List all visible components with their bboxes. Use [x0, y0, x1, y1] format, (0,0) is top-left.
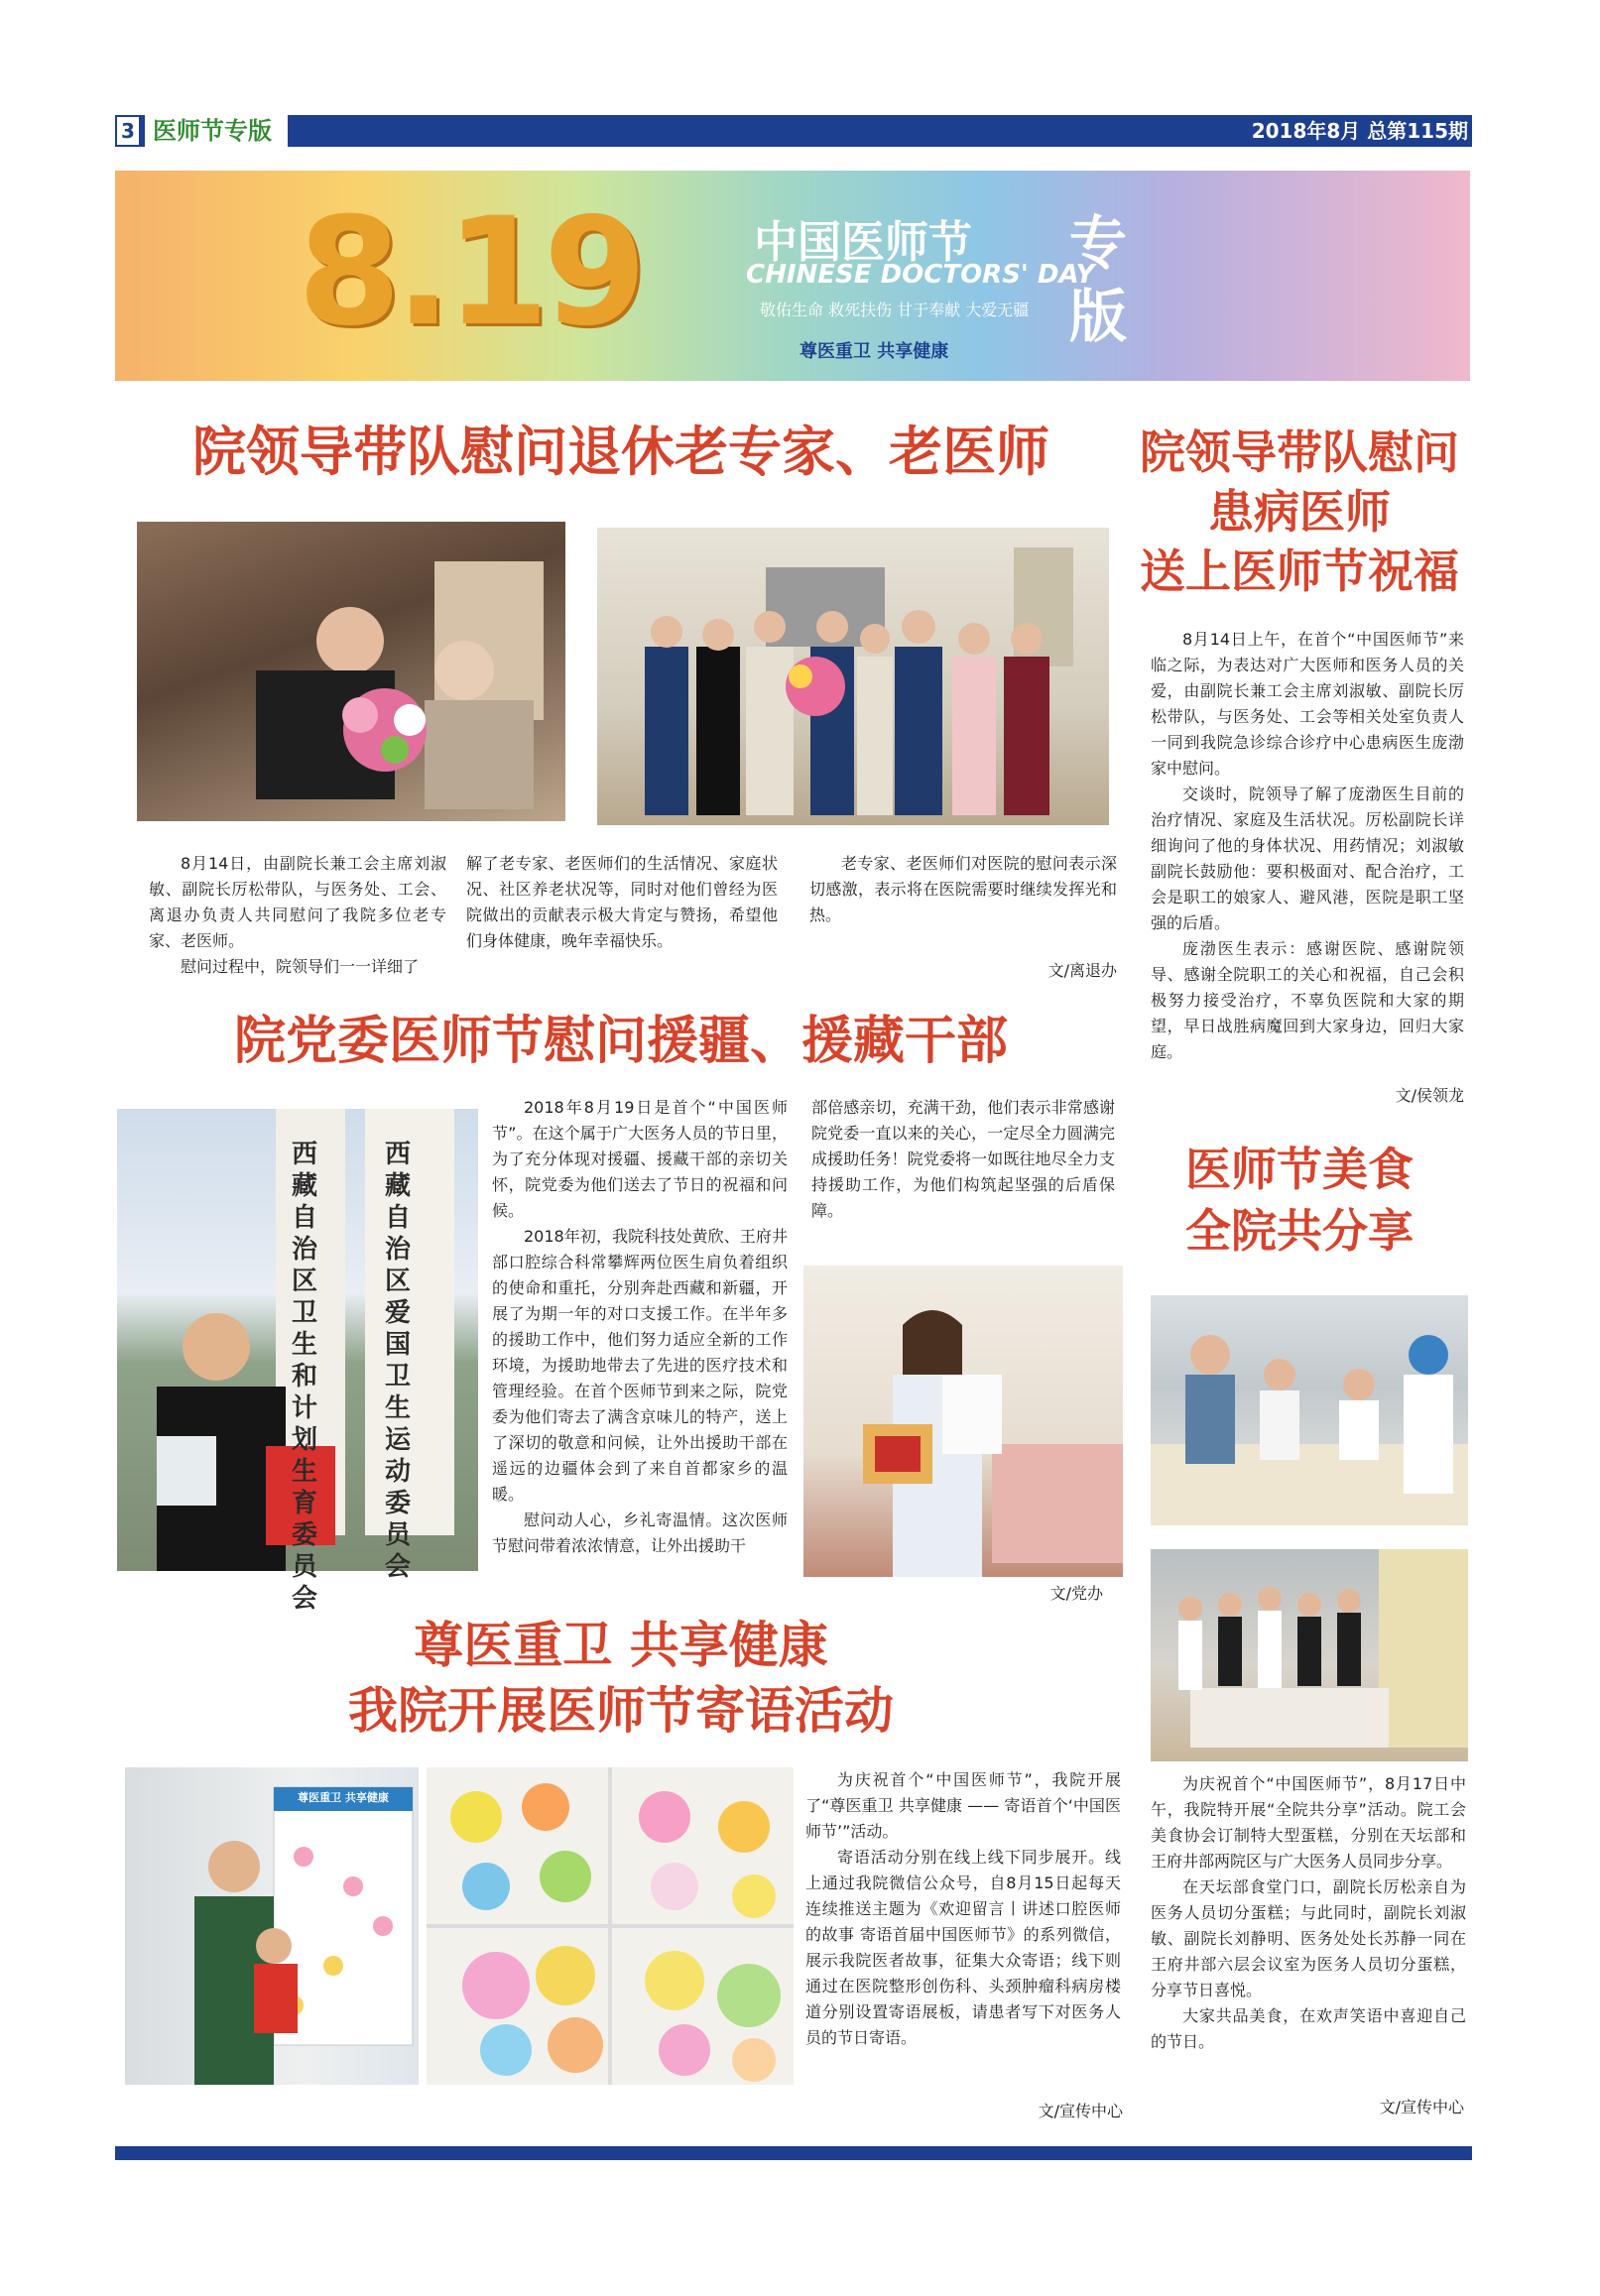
article4-headline-line2: 全院共分享 [1185, 1204, 1414, 1258]
article3-col1-p1: 2018年8月19日是首个“中国医师节”。在这个属于广大医务人员的节日里，为了充分体现对援疆、援藏干部的亲切关怀，院党委为他们送去了节日的祝福和问候。 [492, 1098, 788, 1220]
article4-p3: 大家共品美食，在欢声笑语中喜迎自己的节日。 [1151, 2006, 1466, 2051]
article4-headline-line1: 医师节美食 [1185, 1143, 1414, 1196]
photo-message-cards [427, 1767, 794, 2085]
photo-message-board-image [125, 1767, 419, 2085]
article1-col3-p1: 老专家、老医师们对医院的慰问表示深切感激，表示将在医院需要时继续发挥光和热。 [809, 854, 1117, 924]
page-number: 3 [115, 115, 141, 147]
section-name: 医师节专版 [145, 115, 288, 147]
article1-headline: 院领导带队慰问退休老专家、老医师 [192, 420, 1049, 483]
article2-headline [1131, 423, 1468, 601]
article5-headline-line1: 尊医重卫 共享健康 [414, 1616, 828, 1674]
photo-visit-elder-image [137, 522, 565, 821]
article1-col1-p2: 慰问过程中，院领导们一一详细了 [181, 957, 420, 976]
banner-slogan: 尊医重卫 共享健康 [800, 341, 949, 362]
article4-p1: 为庆祝首个“中国医师节”，8月17日中午，我院特开展“全院共分享”活动。院工会美食协会订制特大型蛋糕，分别在天坛部和王府井部两院区与广大医务人员同步分享。 [1151, 1774, 1466, 1871]
board-title: 尊医重卫 共享健康 [298, 1791, 389, 1804]
article3-col2-p1: 部倍感亲切，充满干劲，他们表示非常感谢院党委一直以来的关心，一定尽全力圆满完成援助任务！院党委将一如既往地尽全力支持援助工作，为他们构筑起坚强的后盾保障。 [811, 1098, 1115, 1220]
footer-bar [115, 2146, 1472, 2160]
banner-motto: 敬佑生命 救死扶伤 甘于奉献 大爱无疆 [760, 301, 1030, 319]
banner-date-number: 8.19 [298, 186, 642, 359]
article3-col1-p2: 2018年初，我院科技处黄欣、王府井部口腔综合科常攀辉两位医生肩负着组织的使命和重托，分别奔赴西藏和新疆，开展了为期一年的对口支援工作。在半年多的援助工作中，他们努力适应全新的工作环境，为援助地带去了先进的医疗技术和管理经验。在首个医师节到来之际，院党委为他们寄去了满含京味儿的特产，送上了深切的敬意和问候，让外出援助干部在遥远的边疆体会到了来自首都家乡的温暖。 [492, 1227, 788, 1504]
article2-p3: 庞渤医生表示：感谢医院、感谢院领导、感谢全院职工的关心和祝福，自己会积极努力接受治疗，不辜负医院和大家的期望，早日战胜病魔回到大家身边，回归大家庭。 [1151, 939, 1464, 1061]
photo-message-board [125, 1767, 419, 2085]
article3-col2 [811, 1095, 1115, 1224]
photo-cake-wangfujing-image [1151, 1549, 1468, 1761]
photo-group-visit-image [597, 528, 1109, 825]
article2-headline-line3: 送上医师节祝福 [1140, 544, 1459, 598]
photo-visit-elder [137, 522, 565, 821]
photo-cake-wangfujing [1151, 1549, 1468, 1761]
photo-xinjiang-cadre [803, 1266, 1123, 1577]
article1-col2-p1: 解了老专家、老医师们的生活情况、家庭状况、社区养老状况等，同时对他们曾经为医院做出的贡献表示极大肯定与赞扬，希望他们身体健康，晚年幸福快乐。 [466, 854, 778, 950]
article2-headline-line2: 患病医师 [1208, 485, 1391, 539]
issue-info: 2018年8月 总第115期 [1251, 119, 1468, 143]
banner-title: 中国医师节 [754, 217, 972, 268]
article1-col1-p1: 8月14日，由副院长兼工会主席刘淑敏、副院长厉松带队，与医务处、工会、离退办负责人共同慰问了我院多位老专家、老医师。 [149, 854, 446, 950]
photo-tibet-cadre [117, 1109, 478, 1614]
article1-col3 [809, 851, 1117, 928]
photo-cake-tiantan-image [1151, 1295, 1468, 1525]
article5-body [805, 1767, 1121, 2051]
article4-byline: 文/宣传中心 [1379, 2098, 1464, 2116]
photo-group-visit [597, 528, 1109, 825]
banner-special-edition: 专版 [1068, 209, 1127, 350]
article1-col2 [466, 851, 778, 954]
article5-byline: 文/宣传中心 [1038, 2102, 1123, 2120]
article2-p1: 8月14日上午，在首个“中国医师节”来临之际，为表达对广大医师和医务人员的关爱，由副院长兼工会主席刘淑敏、副院长厉松带队，与医务处、工会等相关处室负责人一同到我院急诊综合诊疗中心患病医生庞渤家中慰问。 [1151, 630, 1464, 778]
article5-p1: 为庆祝首个“中国医师节”，我院开展了“尊医重卫 共享健康 —— 寄语首个‘中国医师节’”活动。 [805, 1770, 1121, 1841]
photo-message-cards-image [427, 1767, 794, 2085]
article1-col1 [149, 851, 446, 980]
article3-byline: 文/党办 [1049, 1584, 1103, 1603]
article4-headline [1131, 1139, 1468, 1262]
banner-subtitle-en: CHINESE DOCTORS' DAY [746, 260, 1095, 290]
article2-body [1151, 627, 1464, 1065]
article5-headline-line2: 我院开展医师节寄语活动 [348, 1681, 894, 1740]
article4-body [1151, 1771, 1466, 2055]
article4-p2: 在天坛部食堂门口，副院长厉松亲自为医务人员切分蛋糕；与此同时，副院长刘淑敏、副院长刘静明、医务处处长苏静一同在王府井部六层会议室为医务人员切分蛋糕，分享节日喜悦。 [1151, 1877, 1466, 1999]
photo-cake-tiantan [1151, 1295, 1468, 1525]
article2-headline-line1: 院领导带队慰问 [1140, 425, 1459, 479]
article3-headline: 院党委医师节慰问援疆、援藏干部 [233, 1011, 1008, 1071]
sign-tibet-health-commission: 西藏自治区卫生和计划生育委员会 [292, 1140, 318, 1614]
article3-col1-p3: 慰问动人心，乡礼寄温情。这次医师节慰问带着浓浓情意，让外出援助干 [492, 1511, 788, 1555]
article5-p2: 寄语活动分别在线上线下同步展开。线上通过我院微信公众号，自8月15日起每天连续推送主题为《欢迎留言丨讲述口腔医师的故事 寄语首届中国医师节》的系列微信，展示我院医者故事，征集大众寄语；线下则通过在医院整形创伤科、头颈肿瘤科病房楼道分别设置寄语展板，请患者写下对医务人员的节日寄语。 [805, 1848, 1121, 2047]
article5-headline [115, 1613, 1127, 1744]
article3-col1 [492, 1095, 788, 1559]
article2-byline: 文/侯领龙 [1395, 1086, 1464, 1105]
sign-tibet-patriotic-commission: 西藏自治区爱国卫生运动委员会 [385, 1140, 412, 1582]
photo-xinjiang-cadre-image [803, 1266, 1123, 1577]
article2-p2: 交谈时，院领导了解了庞渤医生目前的治疗情况、家庭及生活状况。厉松副院长详细询问了他的身体状况、用药情况；刘淑敏副院长鼓励他：要积极面对、配合治疗，工会是职工的娘家人、避风港，医院是职工坚强的后盾。 [1151, 785, 1464, 932]
article1-byline: 文/离退办 [1047, 961, 1117, 980]
